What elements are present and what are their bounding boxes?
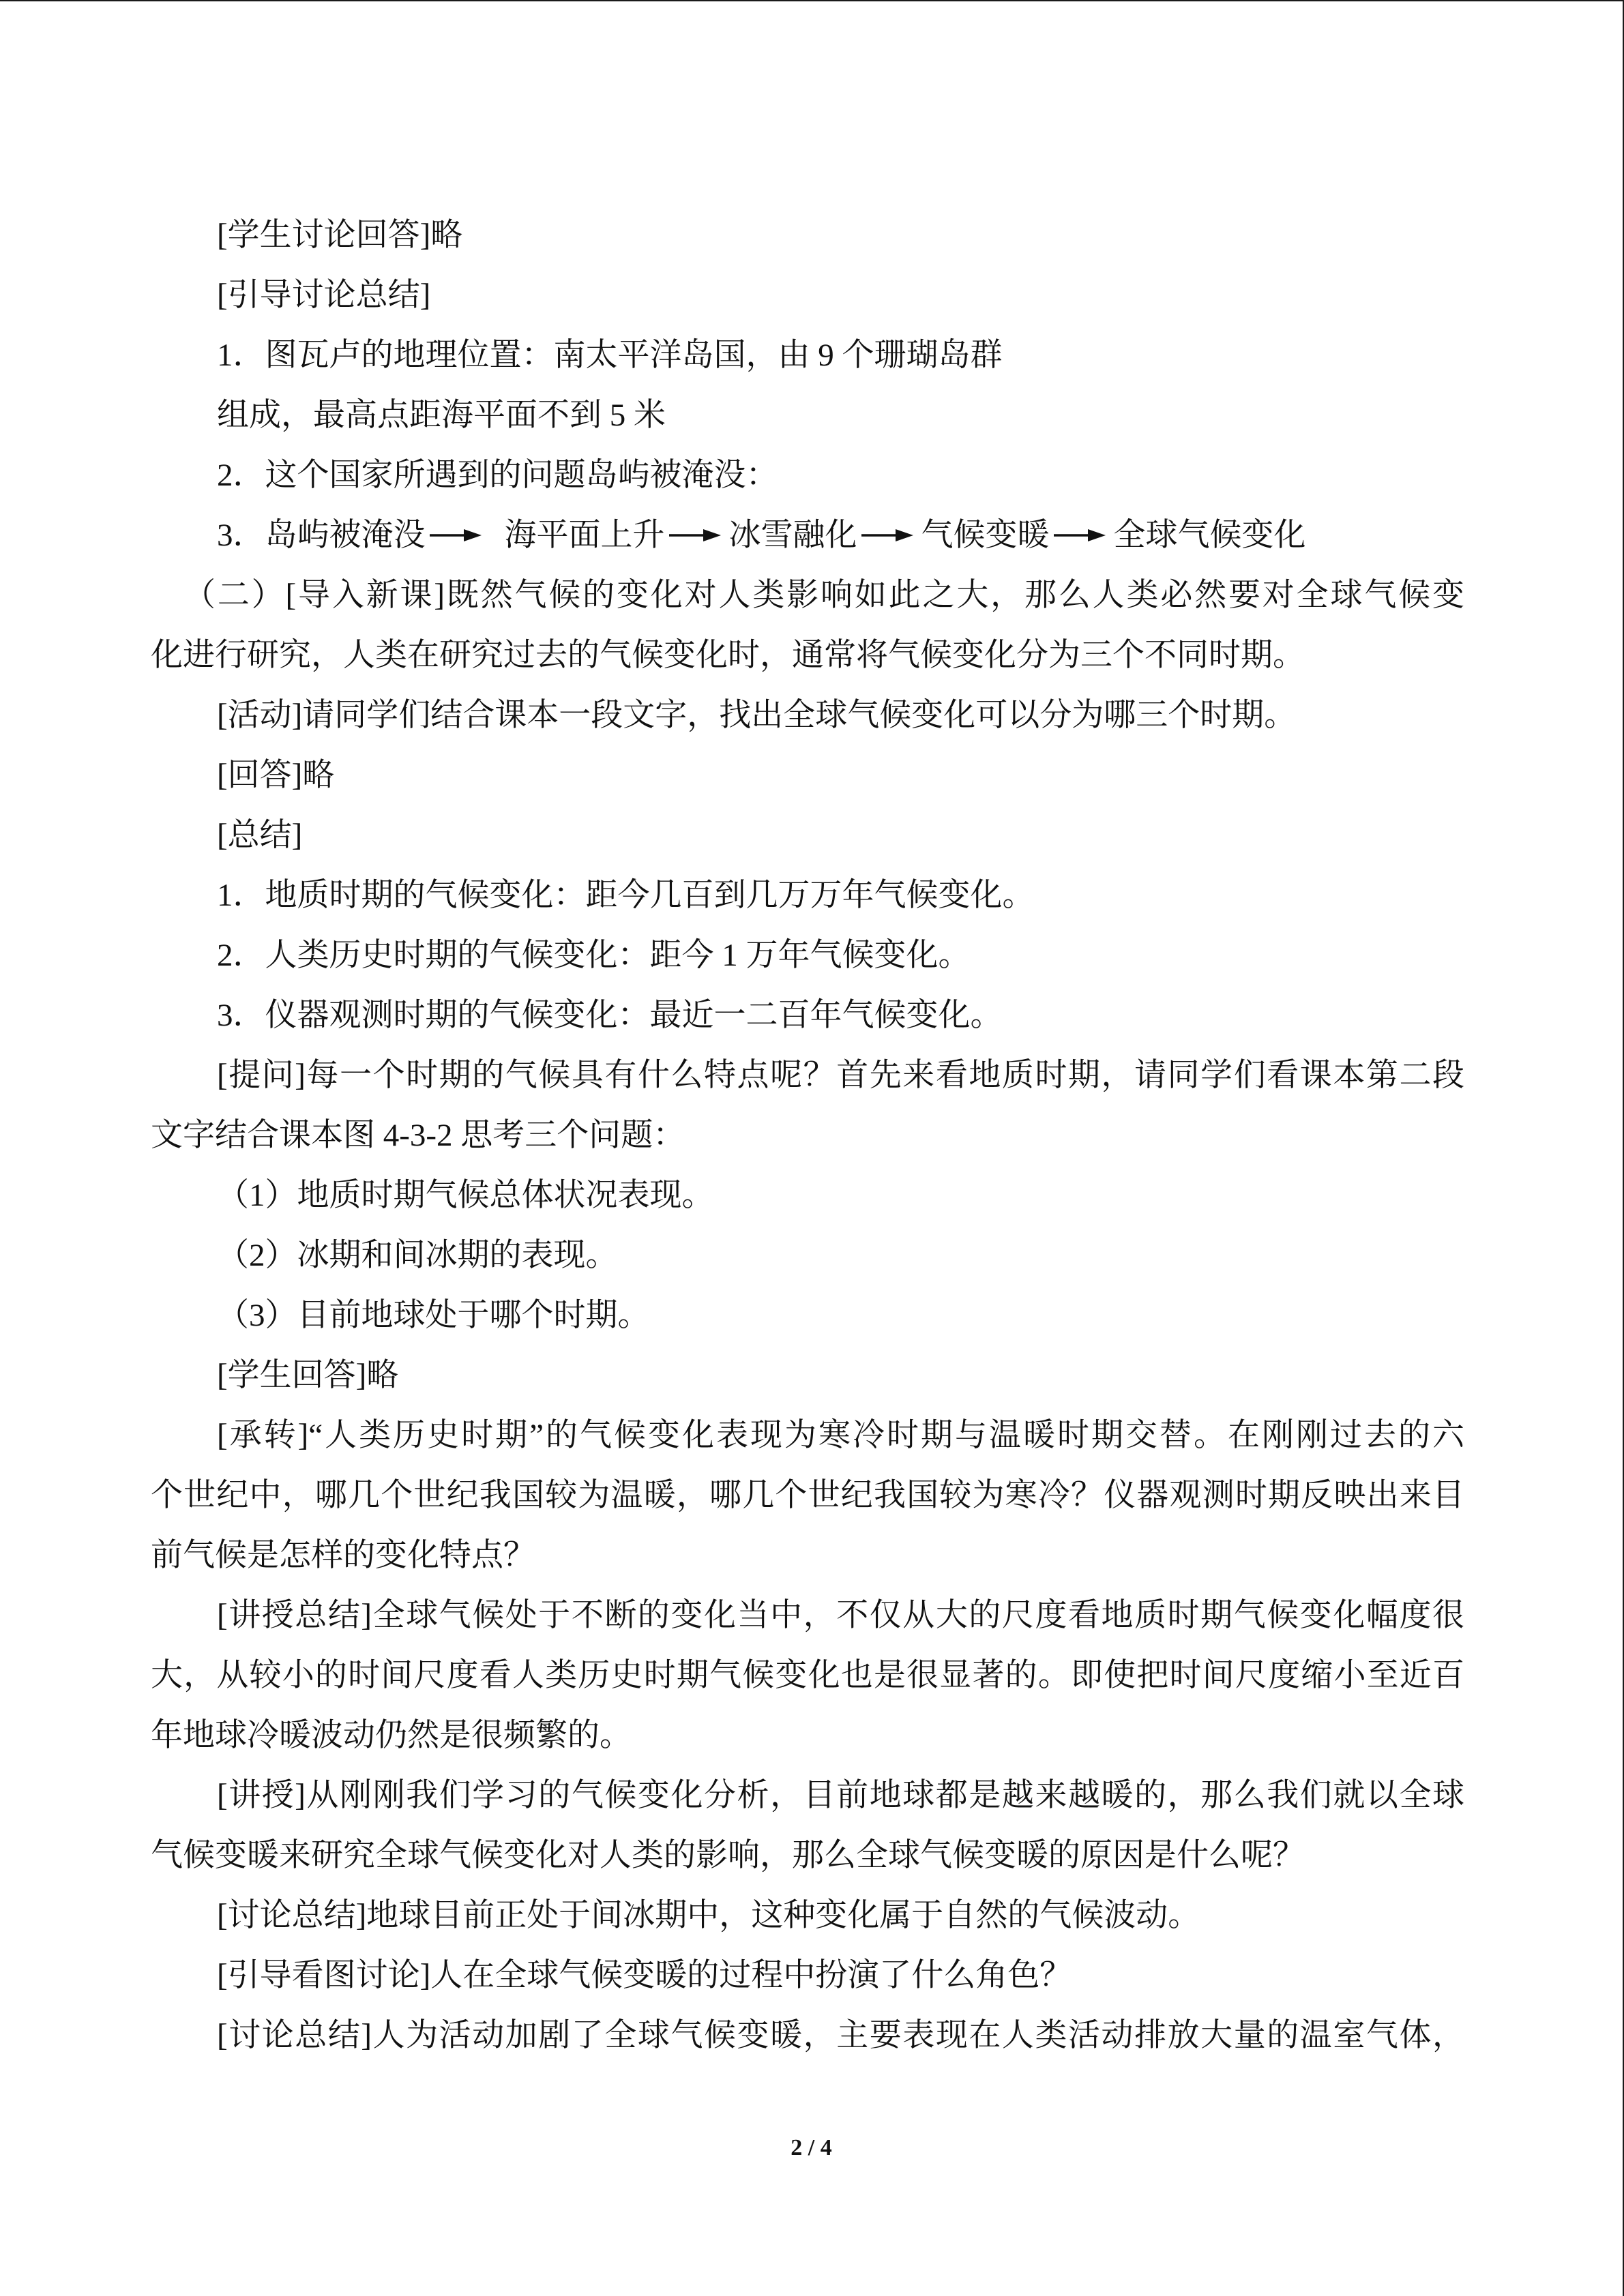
paragraph (151, 2006, 1464, 2066)
text-line: [回答]略 (217, 758, 335, 793)
text-line: 2．这个国家所遇到的问题岛屿被淹没： (217, 458, 778, 493)
text-line: [讲授]从刚刚我们学习的气候变化分析，目前地球都是越来越暖的，那么我们就以全球 (217, 1778, 1464, 1813)
right-arrow-icon (430, 527, 482, 543)
text-line: 文字结合课本图 4-3-2 思考三个问题： (151, 1118, 685, 1153)
text-line: （3）目前地球处于哪个时期。 (217, 1298, 650, 1333)
text-line: [学生讨论回答]略 (217, 218, 463, 253)
paragraph (151, 325, 1464, 385)
text-line: [讨论总结]人为活动加剧了全球气候变暖，主要表现在人类活动排放大量的温室气体， (217, 2018, 1464, 2053)
text-line: 2．人类历史时期的气候变化：距今 1 万年气候变化。 (217, 938, 971, 973)
paragraph (151, 805, 1464, 865)
text-line: [引导讨论总结] (217, 278, 431, 313)
paragraph (151, 1945, 1464, 2006)
text-line: [讲授总结]全球气候处于不断的变化当中，不仅从大的尺度看地质时期气候变化幅度很 (217, 1598, 1464, 1633)
paragraph (151, 1585, 1464, 1765)
paragraph (151, 865, 1464, 925)
paragraph (151, 565, 1464, 685)
text-line: 1．图瓦卢的地理位置：南太平洋岛国，由 9 个珊瑚岛群 (217, 338, 1003, 373)
text-line: [讨论总结]地球目前正处于间冰期中，这种变化属于自然的气候波动。 (217, 1898, 1200, 1933)
flow-step: 全球气候变化 (1113, 518, 1306, 553)
right-arrow-icon (669, 527, 721, 543)
paragraph (151, 1165, 1464, 1225)
text-line: [活动]请同学们结合课本一段文字，找出全球气候变化可以分为哪三个时期。 (217, 698, 1297, 733)
paragraph (151, 1405, 1464, 1585)
paragraph (151, 205, 1464, 265)
text-line: 化进行研究，人类在研究过去的气候变化时，通常将气候变化分为三个不同时期。 (151, 638, 1305, 673)
flow-step: 海平面上升 (504, 518, 665, 553)
text-line: 气候变暖来研究全球气候变化对人类的影响，那么全球气候变暖的原因是什么呢？ (151, 1838, 1305, 1873)
text-line: 3．仪器观测时期的气候变化：最近一二百年气候变化。 (217, 998, 1003, 1033)
flow-step: 气候变暖 (921, 518, 1050, 553)
flow-step: 冰雪融化 (728, 518, 857, 553)
paragraph (151, 925, 1464, 985)
paragraph (151, 1225, 1464, 1285)
text-line: [提问]每一个时期的气候具有什么特点呢？首先来看地质时期，请同学们看课本第二段 (217, 1058, 1464, 1093)
paragraph (151, 445, 1464, 505)
paragraph (151, 745, 1464, 805)
text-line: [承转]“人类历史时期”的气候变化表现为寒冷时期与温暖时期交替。在刚刚过去的六 (217, 1418, 1464, 1453)
paragraph (151, 385, 1464, 445)
paragraph (151, 1045, 1464, 1165)
paragraph (151, 1345, 1464, 1405)
paragraph (151, 505, 1464, 565)
text-line: （2）冰期和间冰期的表现。 (217, 1238, 618, 1273)
flow-step: 3．岛屿被淹没 (217, 518, 426, 553)
paragraph (151, 685, 1464, 745)
text-line: [学生回答]略 (217, 1358, 399, 1393)
text-line: 1．地质时期的气候变化：距今几百到几万万年气候变化。 (217, 878, 1035, 913)
text-line: 个世纪中，哪几个世纪我国较为温暖，哪几个世纪我国较为寒冷？仪器观测时期反映出来目 (151, 1478, 1464, 1513)
paragraph (151, 1885, 1464, 1945)
right-arrow-icon (861, 527, 913, 543)
paragraph (151, 265, 1464, 325)
paragraph (151, 1765, 1464, 1885)
paragraph (151, 985, 1464, 1045)
text-line: 前气候是怎样的变化特点？ (151, 1538, 535, 1573)
right-arrow-icon (1054, 527, 1106, 543)
text-line: （二）[导入新课]既然气候的变化对人类影响如此之大，那么人类必然要对全球气候变 (183, 578, 1464, 613)
text-line: [总结] (217, 818, 303, 853)
text-line: （1）地质时期气候总体状况表现。 (217, 1178, 714, 1213)
text-line: 组成，最高点距海平面不到 5 米 (217, 398, 666, 433)
text-line: 大，从较小的时间尺度看人类历史时期气候变化也是很显著的。即使把时间尺度缩小至近百 (151, 1658, 1464, 1693)
paragraph (151, 1285, 1464, 1345)
text-line: 年地球冷暖波动仍然是很频繁的。 (151, 1718, 632, 1753)
flow-chain (151, 505, 1464, 565)
page-number: 2 / 4 (791, 2135, 832, 2160)
document-body (151, 205, 1464, 2066)
text-line: [引导看图讨论]人在全球气候变暖的过程中扮演了什么角色？ (217, 1958, 1072, 1993)
